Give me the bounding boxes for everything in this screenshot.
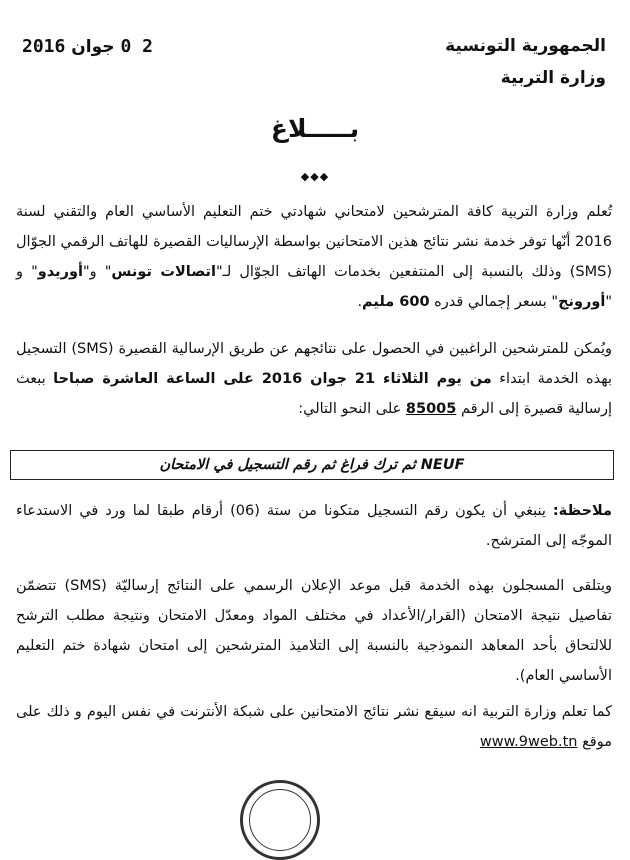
document-date <box>22 36 153 57</box>
details-text: ويتلقى المسجلون بهذه الخدمة قبل موعد الإعلان الرسمي على النتائج إرساليّة (SMS) تتضمّن تفاصيل نتيجة الامتحان (القرار/الأعداد في مختلف المواد ومعدّل الامتحان ونتيجة مطلب الترشح للالتحاق بأحد المعاهد النموذجية بالنسبة إلى التلاميذ المترشحين إلى امتحان شهادة ختم التعليم الأساسي العام). <box>16 578 612 684</box>
note-text: ينبغي أن يكون رقم التسجيل متكونا من ستة (06) أرقام طبقا لما ورد في الاستدعاء الموجّه إلى المترشح. <box>16 503 612 549</box>
sms-format-instruction: ثم ترك فراغ ثم رقم التسجيل في الامتحان <box>159 457 421 473</box>
ornament-divider: ◆◆◆ <box>300 170 330 183</box>
internet-text: كما تعلم وزارة التربية انه سيقع نشر نتائج الامتحانين على شبكة الأنترنت في نفس اليوم و ذلك على موقع <box>16 704 612 750</box>
republic-name: الجمهورية التونسية <box>445 36 606 56</box>
sms-number: 85005 <box>405 401 457 417</box>
website-link[interactable]: www.9web.tn <box>479 734 578 750</box>
paragraph-details <box>16 571 612 691</box>
p1-text-1: تُعلم وزارة التربية كافة المترشحين لامتحاني شهادتي ختم التعليم الأساسي العام والتقني لسنة 2016 أنّها توفر خدمة نشر نتائج هذين الامتحانين بواسطة الإرساليات القصيرة للهاتف الرقمي الجوّال (SMS) وذلك بالنسبة إلى المنتفعين بخدمات الهاتف الجوّال لـ" <box>16 204 612 280</box>
p2-text-3: على النحو التالي: <box>298 401 406 417</box>
letterhead <box>445 30 606 94</box>
p1-text-2: " و" <box>82 264 112 280</box>
p2-text-1: ويُمكن للمترشحين الراغبين في الحصول على نتائجهم عن طريق الإرسالية القصيرة (SMS) التسجيل بهذه الخدمة ابتداء <box>16 341 612 387</box>
operator-ooredoo: أوريدو <box>37 264 83 280</box>
official-seal <box>240 780 320 860</box>
p2-text-2: ببعث إرسالية قصيرة إلى الرقم <box>16 371 612 417</box>
paragraph-announcement <box>16 197 612 317</box>
registration-start-date: من يوم الثلاثاء 21 جوان 2016 على الساعة العاشرة صباحا <box>53 371 492 387</box>
paragraph-internet <box>16 697 612 757</box>
p1-text-5: . <box>357 294 363 310</box>
operator-orange: أورونج <box>558 294 606 310</box>
date-day: 2 0 <box>120 36 153 57</box>
date-year: 2016 <box>22 36 66 57</box>
date-month: جوان <box>71 37 115 57</box>
ministry-name: وزارة التربية <box>500 68 606 88</box>
sms-format-box <box>10 450 614 480</box>
sms-price: 600 مليم <box>362 294 430 310</box>
operator-tunisie-telecom: اتصالات تونس <box>111 264 216 280</box>
paragraph-note <box>16 496 612 556</box>
p1-text-4: " بسعر إجمالي قدره <box>429 294 559 310</box>
document-title: بـــــلاغ <box>270 114 360 143</box>
paragraph-registration <box>16 334 612 424</box>
p1-text-3: " و " <box>16 264 612 310</box>
note-label: ملاحظة: <box>552 503 613 519</box>
sms-keyword: NEUF <box>420 457 465 473</box>
